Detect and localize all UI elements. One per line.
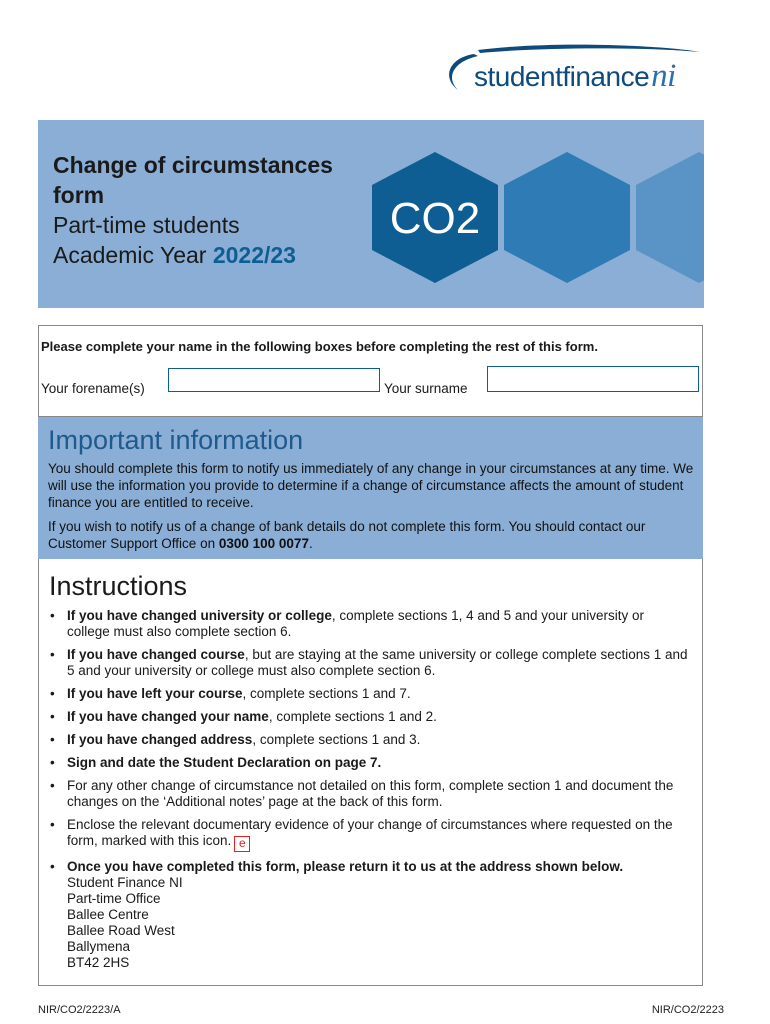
list-item-bold: If you have left your course: [67, 686, 243, 701]
academic-year-label: Academic Year: [53, 242, 207, 268]
list-item-text: Enclose the relevant documentary evidence of your change of circumstances where requested on the form, marked with this icon.: [67, 817, 673, 848]
logo-text: [474, 58, 676, 95]
forename-label: Your forename(s): [41, 381, 145, 396]
header-banner: [38, 120, 704, 308]
list-item-bold: If you have changed university or college: [67, 608, 332, 623]
list-item: [49, 755, 689, 771]
academic-year-value: 2022/23: [212, 242, 296, 268]
important-paragraph-1: You should complete this form to notify us immediately of any change in your circumstances at any time. We will use the information you provide to determine if a change of circumstance affects the amount of student finance you are entitled to receive.: [48, 461, 694, 510]
return-instruction: • Once you have completed this form, please return it to us at the address shown below.: [67, 859, 624, 874]
address-line: BT42 2HS: [67, 955, 130, 970]
academic-year: [53, 240, 296, 270]
form-code: CO2: [389, 194, 481, 243]
list-item-return-address: [49, 859, 689, 971]
form-subtitle: [53, 210, 296, 270]
support-phone-number: 0300 100 0077: [218, 536, 309, 551]
name-instruction: Please complete your name in the following boxes before completing the rest of this form.: [41, 339, 598, 354]
list-item-text: , complete sections 1, 4 and 5 and your university or college must also complete section 6.: [67, 608, 644, 639]
address-line: Ballee Centre: [67, 907, 149, 922]
list-item-bold: If you have changed course: [67, 647, 245, 662]
address-line: Student Finance NI: [67, 875, 183, 890]
form-title: [53, 150, 333, 210]
list-item: [49, 778, 689, 810]
important-paragraph-2-text: If you wish to notify us of a change of bank details do not complete this form. You should contact our Customer Support Office on: [48, 519, 646, 551]
list-item-bold: If you have changed your name: [67, 709, 269, 724]
list-item-text: , but are staying at the same university or college complete sections 1 and 5 and your university or college must also complete section 6.: [67, 647, 688, 678]
instructions-section: [38, 559, 703, 986]
instructions-heading: Instructions: [49, 571, 188, 601]
list-item-bold: If you have changed address: [67, 732, 253, 747]
address-line: Ballee Road West: [67, 923, 175, 938]
list-item-text: , complete sections 1 and 2.: [268, 709, 437, 724]
list-item-bold: Sign and date the Student Declaration on page 7.: [67, 755, 382, 770]
list-item-text: , complete sections 1 and 3.: [252, 732, 421, 747]
list-item-text: For any other change of circumstance not detailed on this form, complete section 1 and document the changes on the ‘Additional notes’ page at the back of this form.: [67, 778, 674, 809]
list-item-text: , complete sections 1 and 7.: [242, 686, 411, 701]
important-information-section: [38, 417, 703, 559]
address-line: Part-time Office: [67, 891, 161, 906]
student-type: Part-time students: [53, 212, 240, 238]
footer-reference-left: NIR/CO2/2223/A: [38, 1004, 121, 1016]
surname-label: Your surname: [384, 381, 468, 396]
list-item: [49, 647, 689, 679]
name-section: [38, 325, 703, 417]
list-item: [49, 817, 689, 852]
list-item: [49, 608, 689, 640]
evidence-icon: e: [234, 836, 250, 852]
footer-reference-right: NIR/CO2/2223: [651, 1004, 724, 1016]
student-finance-ni-logo: [438, 44, 708, 104]
surname-field[interactable]: [487, 366, 699, 392]
important-paragraph-2: [48, 518, 698, 552]
logo-text-main: studentfinance: [474, 61, 650, 92]
forename-field[interactable]: [168, 368, 380, 392]
list-item: [49, 732, 689, 748]
instructions-list: [49, 608, 689, 978]
important-heading: Important information: [48, 425, 304, 455]
list-item: [49, 686, 689, 702]
form-title-text: Change of circumstances form: [53, 152, 333, 208]
important-paragraph-2-end: .: [308, 536, 313, 551]
address-line: Ballymena: [67, 939, 131, 954]
logo-text-ni: ni: [651, 58, 676, 94]
list-item: [49, 709, 689, 725]
